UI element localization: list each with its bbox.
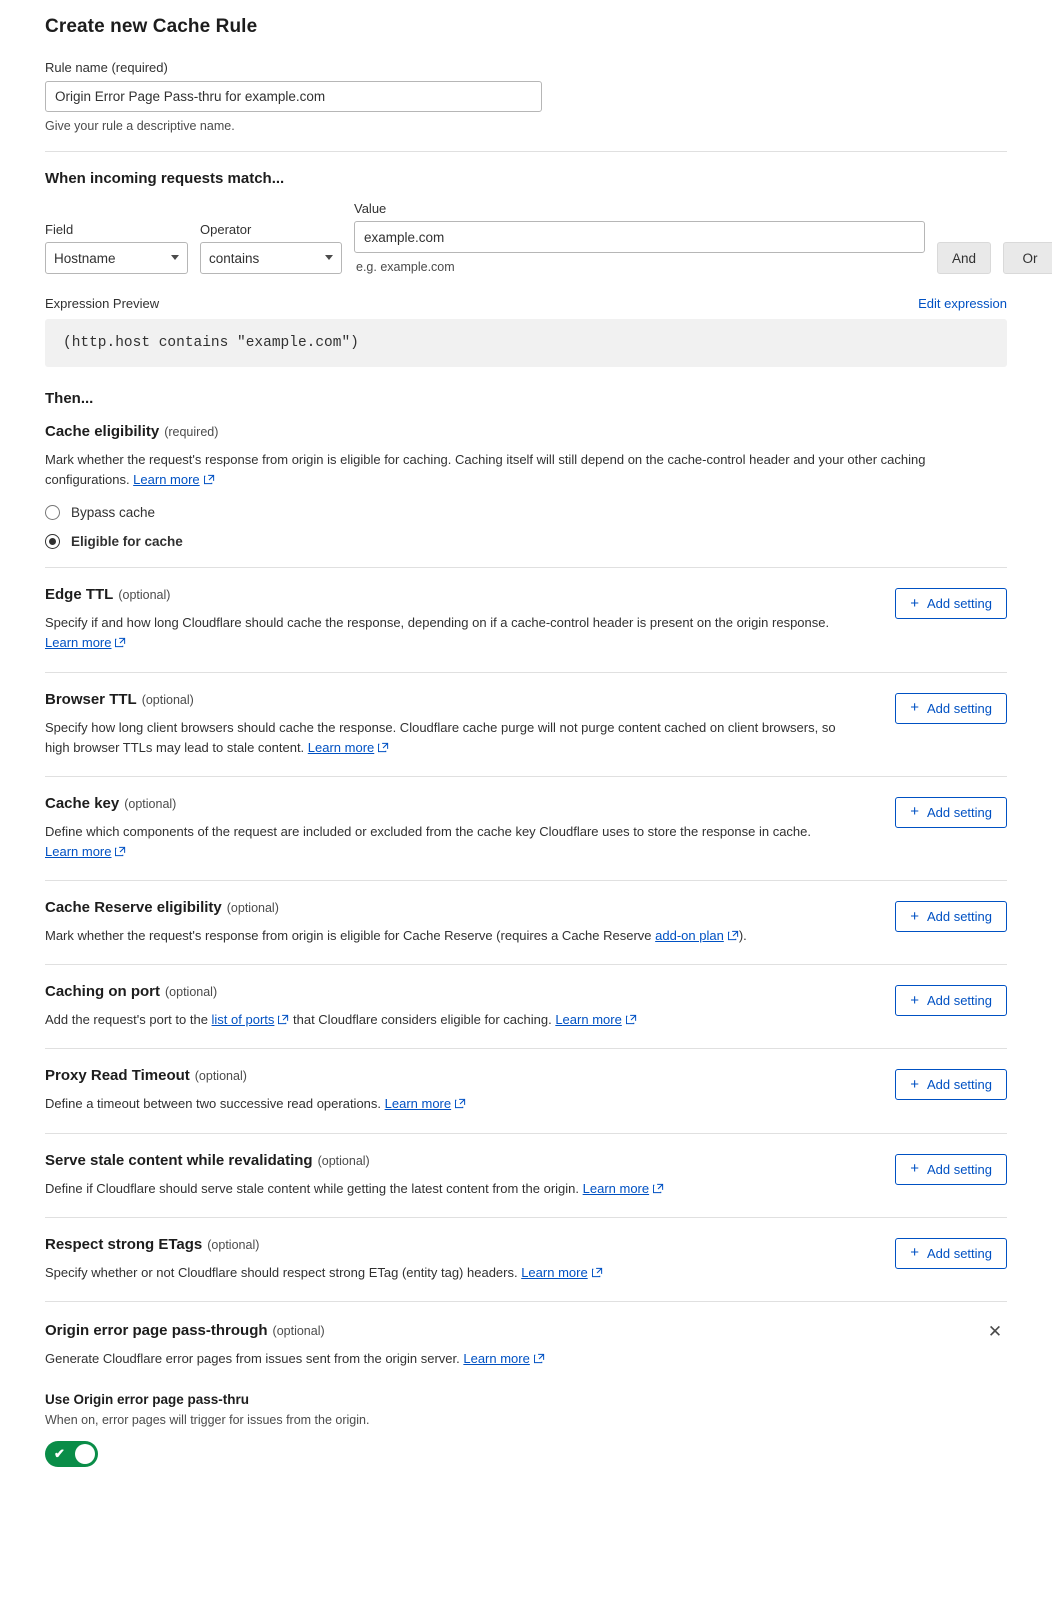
add-setting-button-browser-ttl[interactable] [895, 693, 1007, 724]
setting-desc [45, 613, 847, 654]
setting-tag: (optional) [124, 796, 177, 811]
plus-icon: + [910, 699, 919, 717]
origin-error-heading [45, 1322, 1007, 1340]
setting-desc [45, 1179, 847, 1200]
check-icon: ✔ [54, 1445, 65, 1461]
setting-desc [45, 1263, 847, 1284]
divider-1 [45, 151, 1007, 152]
setting-desc-text: Specify if and how long Cloudflare should cache the response, depending on if a cache-control header is present on the origin response. [45, 615, 830, 631]
plus-icon: + [910, 594, 919, 612]
add-setting-button-respect-strong-etags[interactable] [895, 1238, 1007, 1269]
plus-icon: + [910, 1244, 919, 1262]
radio-eligible-for-cache[interactable] [45, 534, 1007, 549]
setting-edge-ttl [45, 567, 1007, 671]
external-link-icon [592, 1264, 603, 1284]
setting-cache-reserve [45, 880, 1007, 964]
edit-expression-link[interactable]: Edit expression [918, 296, 1007, 311]
close-icon[interactable]: ✕ [987, 1321, 1003, 1341]
setting-browser-ttl-inner [45, 691, 1007, 759]
setting-desc-text: Add the request's port to the [45, 1012, 212, 1028]
external-link-icon [728, 927, 739, 947]
setting-desc-text-after: ). [738, 928, 747, 944]
learn-more-link[interactable]: Learn more [133, 472, 200, 488]
cache-eligibility-desc [45, 450, 1007, 491]
learn-more-link[interactable]: Learn more [521, 1264, 588, 1280]
setting-respect-strong-etags-inner [45, 1236, 1007, 1284]
add-setting-label: Add setting [926, 1161, 992, 1177]
expression-preview-label: Expression Preview [45, 296, 160, 311]
expression-preview-box: (http.host contains "example.com") [45, 319, 1007, 367]
setting-tag: (optional) [141, 692, 194, 707]
setting-desc [45, 1094, 847, 1115]
add-setting-label: Add setting [926, 909, 992, 925]
rule-name-input[interactable] [45, 81, 542, 112]
setting-title: Browser TTL [45, 690, 137, 708]
external-link-icon [115, 843, 126, 863]
add-setting-label: Add setting [926, 700, 992, 716]
setting-desc-text: Mark whether the request's response from origin is eligible for Cache Reserve (requires a Cache Reserve [45, 928, 656, 944]
setting-desc [45, 926, 847, 947]
setting-cache-key-heading [45, 795, 847, 813]
plus-icon: + [910, 1160, 919, 1178]
add-setting-label: Add setting [926, 1245, 992, 1261]
add-setting-button-cache-key[interactable] [895, 797, 1007, 828]
learn-more-link[interactable]: Learn more [45, 843, 112, 859]
cache-eligibility-heading [45, 423, 1007, 441]
setting-origin-error-page-pass-through [45, 1301, 1007, 1467]
add-setting-label: Add setting [926, 804, 992, 820]
radio-bypass-cache[interactable] [45, 505, 1007, 520]
setting-desc [45, 822, 847, 863]
setting-browser-ttl-heading [45, 691, 847, 709]
origin-error-toggle-desc: When on, error pages will trigger for issues from the origin. [45, 1412, 370, 1427]
setting-edge-ttl-inner [45, 586, 1007, 654]
cache-eligibility-section [45, 423, 1007, 567]
plus-icon: + [910, 991, 919, 1009]
setting-caching-on-port [45, 964, 1007, 1048]
operator-column [200, 222, 342, 274]
field-column [45, 222, 188, 274]
setting-desc [45, 1010, 847, 1031]
radio-icon-eligible[interactable] [45, 534, 60, 549]
setting-title: Proxy Read Timeout [45, 1067, 190, 1085]
setting-tag: (optional) [165, 985, 218, 1000]
learn-more-link[interactable]: Learn more [463, 1350, 530, 1366]
setting-title: Serve stale content while revalidating [45, 1151, 313, 1169]
external-link-icon [626, 1011, 637, 1031]
field-label: Field [45, 222, 74, 237]
setting-desc-text: Specify whether or not Cloudflare should respect strong ETag (entity tag) headers. [45, 1264, 522, 1280]
value-hint: e.g. example.com [356, 260, 455, 274]
external-link-icon [115, 634, 126, 654]
setting-caching-on-port-inner [45, 983, 1007, 1031]
setting-desc-text: Define a timeout between two successive read operations. [45, 1096, 385, 1112]
setting-respect-strong-etags-heading [45, 1236, 847, 1254]
origin-error-tag: (optional) [272, 1323, 325, 1338]
add-on-plan-link[interactable]: add-on plan [655, 928, 724, 944]
setting-cache-key-inner [45, 795, 1007, 863]
setting-tag: (optional) [194, 1069, 247, 1084]
add-setting-label: Add setting [926, 993, 992, 1009]
setting-serve-stale-inner [45, 1152, 1007, 1200]
setting-cache-reserve-heading [45, 899, 847, 917]
page-title: Create new Cache Rule [45, 16, 258, 37]
add-setting-label: Add setting [926, 1077, 992, 1093]
radio-label-bypass: Bypass cache [71, 505, 156, 521]
list-of-ports-link[interactable]: list of ports [211, 1012, 275, 1028]
plus-icon: + [910, 907, 919, 925]
setting-cache-reserve-inner [45, 899, 1007, 947]
setting-desc-text: Define if Cloudflare should serve stale content while getting the latest content from the origin. [45, 1180, 583, 1196]
then-title: Then... [45, 390, 94, 407]
expression-header [45, 296, 1007, 311]
toggle-knob [75, 1444, 95, 1464]
operator-select-wrap [200, 242, 342, 274]
external-link-icon [534, 1350, 545, 1370]
origin-error-toggle[interactable] [45, 1441, 98, 1467]
origin-error-title: Origin error page pass-through [45, 1321, 268, 1339]
add-setting-button-edge-ttl[interactable] [895, 588, 1007, 619]
setting-serve-stale [45, 1133, 1007, 1217]
setting-title: Respect strong ETags [45, 1235, 203, 1253]
operator-label: Operator [200, 222, 252, 237]
radio-label-eligible: Eligible for cache [71, 534, 183, 550]
setting-desc-mid: that Cloudflare considers eligible for caching. [289, 1012, 556, 1028]
plus-icon: + [910, 803, 919, 821]
setting-tag: (optional) [226, 901, 279, 916]
add-setting-button-proxy-read-timeout[interactable] [895, 1069, 1007, 1100]
and-button[interactable]: And [937, 242, 991, 274]
setting-edge-ttl-heading [45, 586, 847, 604]
setting-desc-text: Define which components of the request are included or excluded from the cache key Cloudflare uses to store the response in cache. [45, 823, 811, 839]
rule-name-label: Rule name (required) [45, 60, 168, 75]
setting-serve-stale-heading [45, 1152, 847, 1170]
setting-caching-on-port-heading [45, 983, 847, 1001]
radio-icon-bypass[interactable] [45, 505, 60, 520]
setting-proxy-read-timeout [45, 1048, 1007, 1132]
setting-desc-text: Specify how long client browsers should cache the response. Cloudflare cache purge will not purge content cached on client browsers, so high browser TTLs may lead to stale content. [45, 719, 836, 755]
setting-title: Cache Reserve eligibility [45, 899, 222, 917]
rule-name-group [45, 60, 1007, 133]
external-link-icon [455, 1095, 466, 1115]
operator-select[interactable] [200, 242, 342, 274]
external-link-icon [653, 1180, 664, 1200]
setting-proxy-read-timeout-inner [45, 1067, 1007, 1115]
setting-proxy-read-timeout-heading [45, 1067, 847, 1085]
match-section-title: When incoming requests match... [45, 170, 285, 187]
setting-tag: (optional) [317, 1153, 370, 1168]
learn-more-link[interactable]: Learn more [384, 1096, 452, 1112]
external-link-icon [378, 739, 389, 759]
learn-more-link[interactable]: Learn more [45, 635, 112, 651]
learn-more-link[interactable]: Learn more [307, 739, 375, 755]
match-row [45, 201, 1038, 274]
external-link-icon [204, 471, 215, 491]
value-input[interactable] [354, 221, 925, 253]
setting-cache-key [45, 776, 1007, 880]
rule-name-help: Give your rule a descriptive name. [45, 119, 235, 133]
setting-title: Cache key [45, 794, 120, 812]
add-setting-label: Add setting [926, 596, 992, 612]
plus-icon: + [910, 1075, 919, 1093]
setting-desc [45, 718, 847, 759]
value-column [354, 201, 925, 274]
origin-error-toggle-title: Use Origin error page pass-thru [45, 1391, 250, 1407]
value-label: Value [354, 201, 387, 216]
add-setting-button-serve-stale[interactable] [895, 1154, 1007, 1185]
origin-error-desc-text: Generate Cloudflare error pages from issues sent from the origin server. [45, 1350, 464, 1366]
cache-eligibility-desc-text: Mark whether the request's response from origin is eligible for caching. Caching itself will still depend on the cache-control header and your other caching configurations. [45, 452, 926, 488]
setting-title: Edge TTL [45, 586, 114, 604]
add-setting-button-cache-reserve[interactable] [895, 901, 1007, 932]
setting-respect-strong-etags [45, 1217, 1007, 1301]
external-link-icon [278, 1011, 289, 1031]
or-button[interactable]: Or [1003, 242, 1052, 274]
learn-more-link[interactable]: Learn more [555, 1012, 622, 1028]
field-select-wrap [45, 242, 188, 274]
setting-title: Caching on port [45, 983, 160, 1001]
add-setting-button-caching-on-port[interactable] [895, 985, 1007, 1016]
setting-tag: (optional) [118, 588, 171, 603]
cache-eligibility-tag: (required) [164, 425, 219, 439]
learn-more-link[interactable]: Learn more [582, 1180, 650, 1196]
field-select[interactable] [45, 242, 188, 274]
cache-eligibility-title: Cache eligibility [45, 423, 160, 440]
setting-tag: (optional) [207, 1237, 260, 1252]
setting-browser-ttl [45, 672, 1007, 776]
origin-error-desc [45, 1349, 1007, 1370]
